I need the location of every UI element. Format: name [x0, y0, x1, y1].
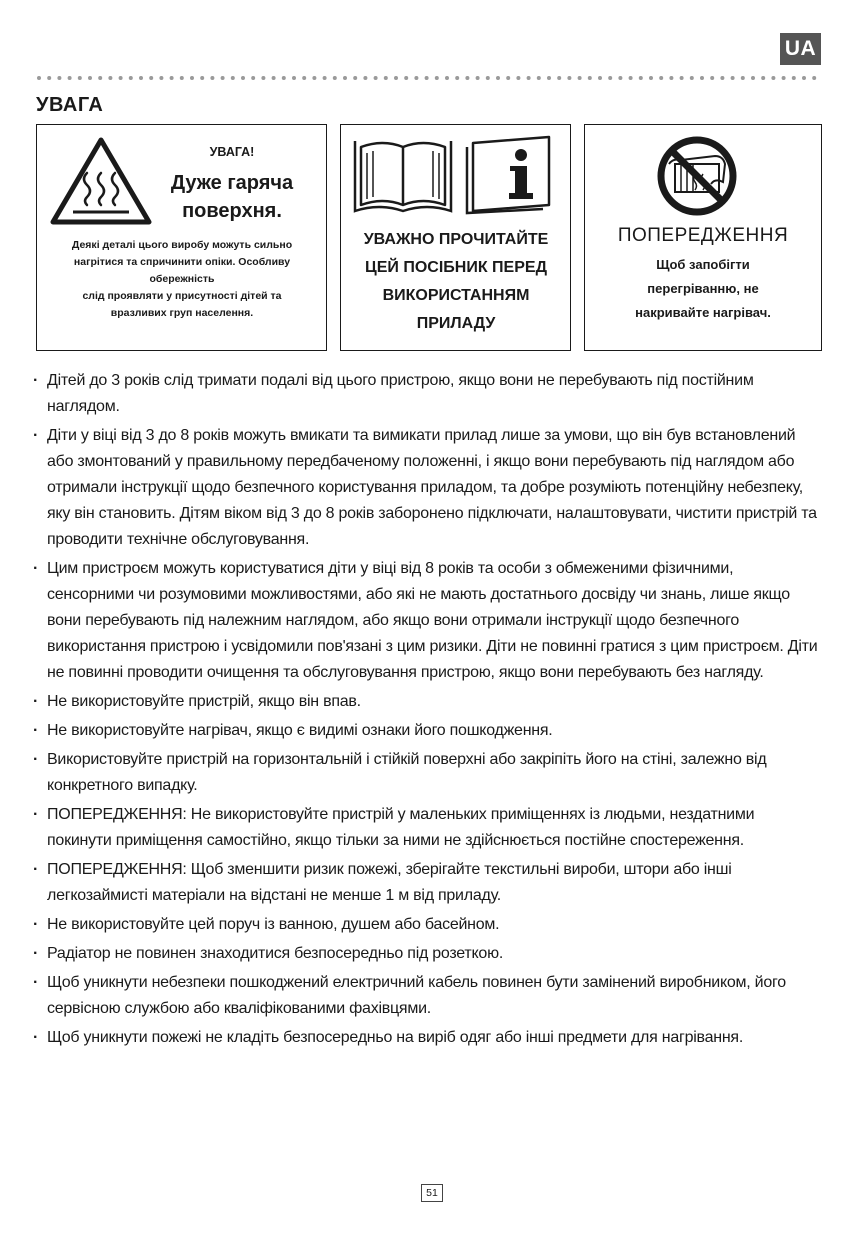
do-not-cover-icon	[655, 134, 739, 218]
list-item: · Не використовуйте нагрівач, якщо є видимі ознаки його пошкодження.	[33, 718, 821, 744]
read-manual-line: УВАЖНО ПРОЧИТАЙТЕ	[363, 231, 549, 248]
list-item: · Використовуйте пристрій на горизонтальній і стійкій поверхні або закріпіть його на стіні, залежно від конкретного випадку.	[33, 747, 821, 799]
hot-surface-warning-box	[36, 124, 327, 351]
read-manual-line: ВИКОРИСТАННЯМ	[382, 287, 530, 304]
list-item: · Щоб уникнути небезпеки пошкоджений електричний кабель повинен бути замінений виробником, його сервісною службою або кваліфікованими фахівцями.	[33, 970, 821, 1022]
do-not-cover-line: Щоб запобігти	[656, 257, 750, 272]
do-not-cover-line: перегріванню, не	[647, 281, 759, 296]
open-book-info-icon	[353, 133, 559, 215]
list-item: · Не використовуйте пристрій, якщо він впав.	[33, 689, 821, 715]
read-manual-text	[347, 226, 565, 338]
list-item: · Дітей до 3 років слід тримати подалі від цього пристрою, якщо вони не перебувають під постійним наглядом.	[33, 368, 821, 420]
hot-surface-icon	[49, 135, 153, 227]
list-item: · Діти у віці від 3 до 8 років можуть вмикати та вимикати прилад лише за умови, що він був встановлений або змонтований у правильному передбаченому положенні, і якщо вони перебувають під наглядом або отримали інструкції щодо безпечного користування приладом, та добре розуміють потенційну небезпеку, яку він становить. Дітям віком від 3 до 8 років заборонено підключати, налаштовувати, чистити пристрій та проводити технічне обслуговування.	[33, 423, 821, 553]
hot-surface-text-line: Деякі деталі цього виробу можуть сильно	[71, 239, 293, 251]
read-manual-line: ПРИЛАДУ	[416, 315, 496, 332]
do-not-cover-heading: ПОПЕРЕДЖЕННЯ	[617, 225, 789, 246]
hot-surface-text-line: вразливих груп населення.	[110, 307, 254, 319]
language-badge: UA	[780, 33, 821, 65]
do-not-cover-text	[591, 253, 815, 325]
hot-surface-text-line: обережність	[149, 273, 215, 285]
list-item: · Цим пристроєм можуть користуватися діти у віці від 8 років та особи з обмеженими фізичними, сенсорними чи розумовими можливостями, або які не мають достатнього досвіду чи знань, лише якщо вони перебувають під належним наглядом, або якщо вони отримали інструкції щодо безпечного використання пристрою і усвідомили пов'язані з цим ризики. Діти не повинні гратися з цим пристроєм. Діти не повинні проводити очищення та обслуговування пристрою, якщо вони перебувають без нагляду.	[33, 556, 821, 686]
hot-surface-text-line: слід проявляти у присутності дітей та	[82, 290, 282, 302]
hot-surface-text	[43, 237, 321, 322]
list-item: · ПОПЕРЕДЖЕННЯ: Щоб зменшити ризик пожежі, зберігайте текстильні вироби, штори або інші легкозаймисті матеріали на відстані не менше 1 м від приладу.	[33, 857, 821, 909]
dotted-divider	[36, 74, 822, 82]
list-item: · Радіатор не повинен знаходитися безпосередньо під розеткою.	[33, 941, 821, 967]
list-item: · ПОПЕРЕДЖЕННЯ: Не використовуйте пристрій у маленьких приміщеннях із людьми, нездатними покинути приміщення самостійно, якщо тільки за ними не здійснюється постійне спостереження.	[33, 802, 821, 854]
section-title: УВАГА	[36, 94, 104, 116]
read-manual-box	[340, 124, 571, 351]
read-manual-line: ЦЕЙ ПОСІБНИК ПЕРЕД	[365, 259, 547, 276]
do-not-cover-line: накривайте нагрівач.	[635, 305, 771, 320]
page-number: 51	[421, 1184, 443, 1202]
safety-instructions-list	[33, 368, 821, 1054]
list-item: · Щоб уникнути пожежі не кладіть безпосередньо на виріб одяг або інші предмети для нагрівання.	[33, 1025, 821, 1051]
hot-surface-heading-line: Дуже гаряча	[170, 172, 294, 194]
do-not-cover-box	[584, 124, 822, 351]
hot-surface-text-line: нагрітися та спричинити опіки. Особливу	[73, 256, 291, 268]
hot-surface-heading-line: поверхня.	[182, 200, 282, 222]
list-item: · Не використовуйте цей поруч із ванною, душем або басейном.	[33, 912, 821, 938]
hot-surface-heading	[145, 169, 319, 225]
warning-label: УВАГА!	[209, 145, 255, 159]
